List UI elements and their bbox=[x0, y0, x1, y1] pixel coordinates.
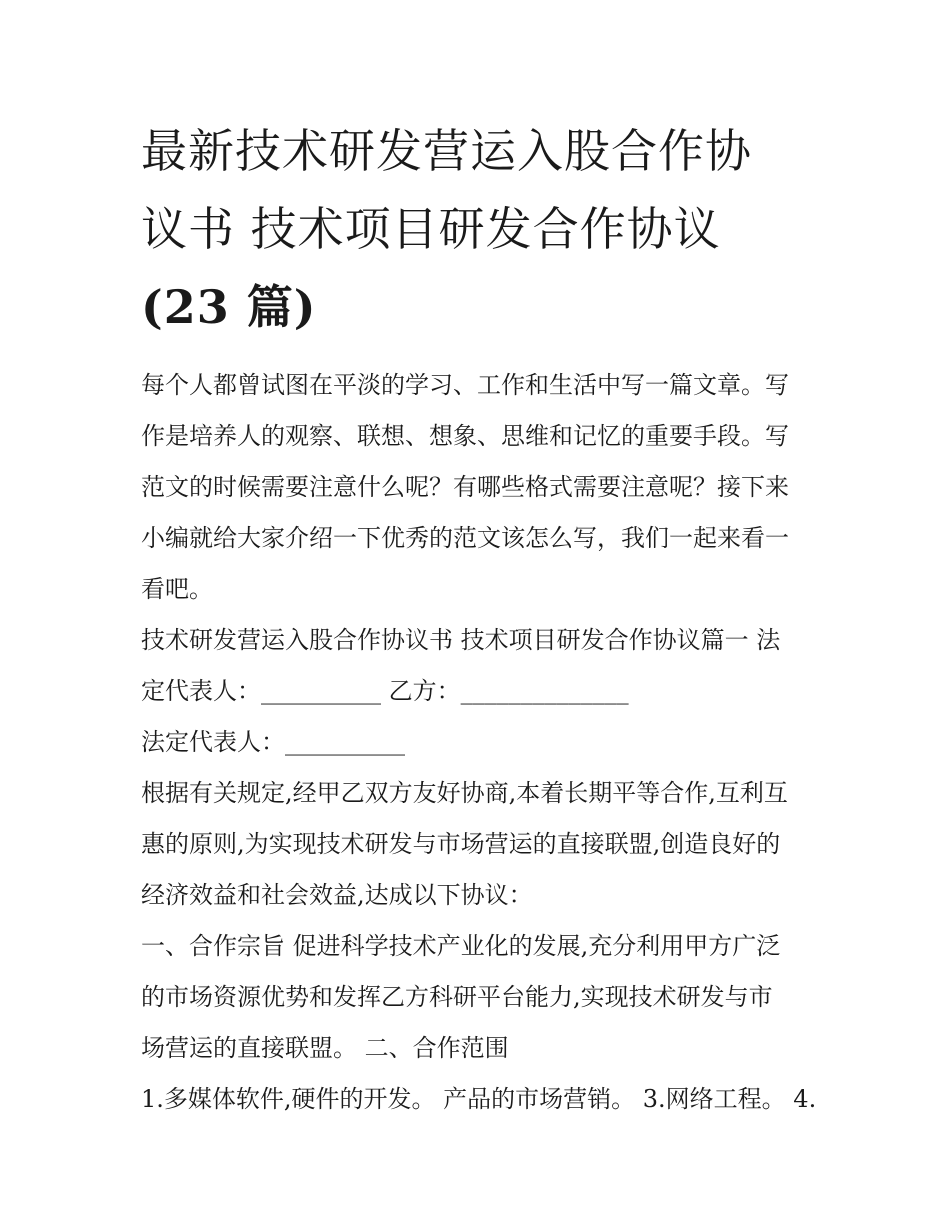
text-line: 每个人都曾试图在平淡的学习、工作和生活中写一篇文章。写 bbox=[141, 371, 789, 399]
text-line: 定代表人：__________ 乙方：______________ bbox=[141, 677, 629, 705]
text-line: 1.多媒体软件,硬件的开发。 产品的市场营销。 3.网络工程。 4. bbox=[141, 1085, 817, 1113]
scope-list bbox=[141, 1074, 817, 1125]
document-page bbox=[141, 112, 817, 1125]
title-line: (23 篇) bbox=[141, 280, 317, 334]
document-title bbox=[141, 112, 813, 346]
text-line: 场营运的直接联盟。 二、合作范围 bbox=[141, 1034, 509, 1062]
intro-paragraph bbox=[141, 360, 813, 615]
section-heading bbox=[141, 615, 813, 717]
purpose-paragraph bbox=[141, 921, 813, 1074]
text-line: 技术研发营运入股合作协议书 技术项目研发合作协议篇一 法 bbox=[141, 626, 781, 654]
text-line: 经济效益和社会效益,达成以下协议： bbox=[141, 881, 533, 909]
representative-line bbox=[141, 717, 813, 768]
text-line: 一、合作宗旨 促进科学技术产业化的发展,充分利用甲方广泛 bbox=[141, 932, 781, 960]
title-line: 最新技术研发营运入股合作协 bbox=[141, 124, 752, 178]
text-line: 法定代表人：__________ bbox=[141, 728, 405, 756]
text-line: 范文的时候需要注意什么呢？有哪些格式需要注意呢？接下来 bbox=[141, 473, 789, 501]
text-line: 根据有关规定,经甲乙双方友好协商,本着长期平等合作,互利互 bbox=[141, 779, 788, 807]
text-line: 小编就给大家介绍一下优秀的范文该怎么写，我们一起来看一 bbox=[141, 524, 789, 552]
text-line: 看吧。 bbox=[141, 575, 213, 603]
text-line: 作是培养人的观察、联想、想象、思维和记忆的重要手段。写 bbox=[141, 422, 789, 450]
agreement-paragraph bbox=[141, 768, 813, 921]
title-line: 议书 技术项目研发合作协议 bbox=[141, 202, 721, 256]
text-line: 的市场资源优势和发挥乙方科研平台能力,实现技术研发与市 bbox=[141, 983, 773, 1011]
text-line: 惠的原则,为实现技术研发与市场营运的直接联盟,创造良好的 bbox=[141, 830, 781, 858]
